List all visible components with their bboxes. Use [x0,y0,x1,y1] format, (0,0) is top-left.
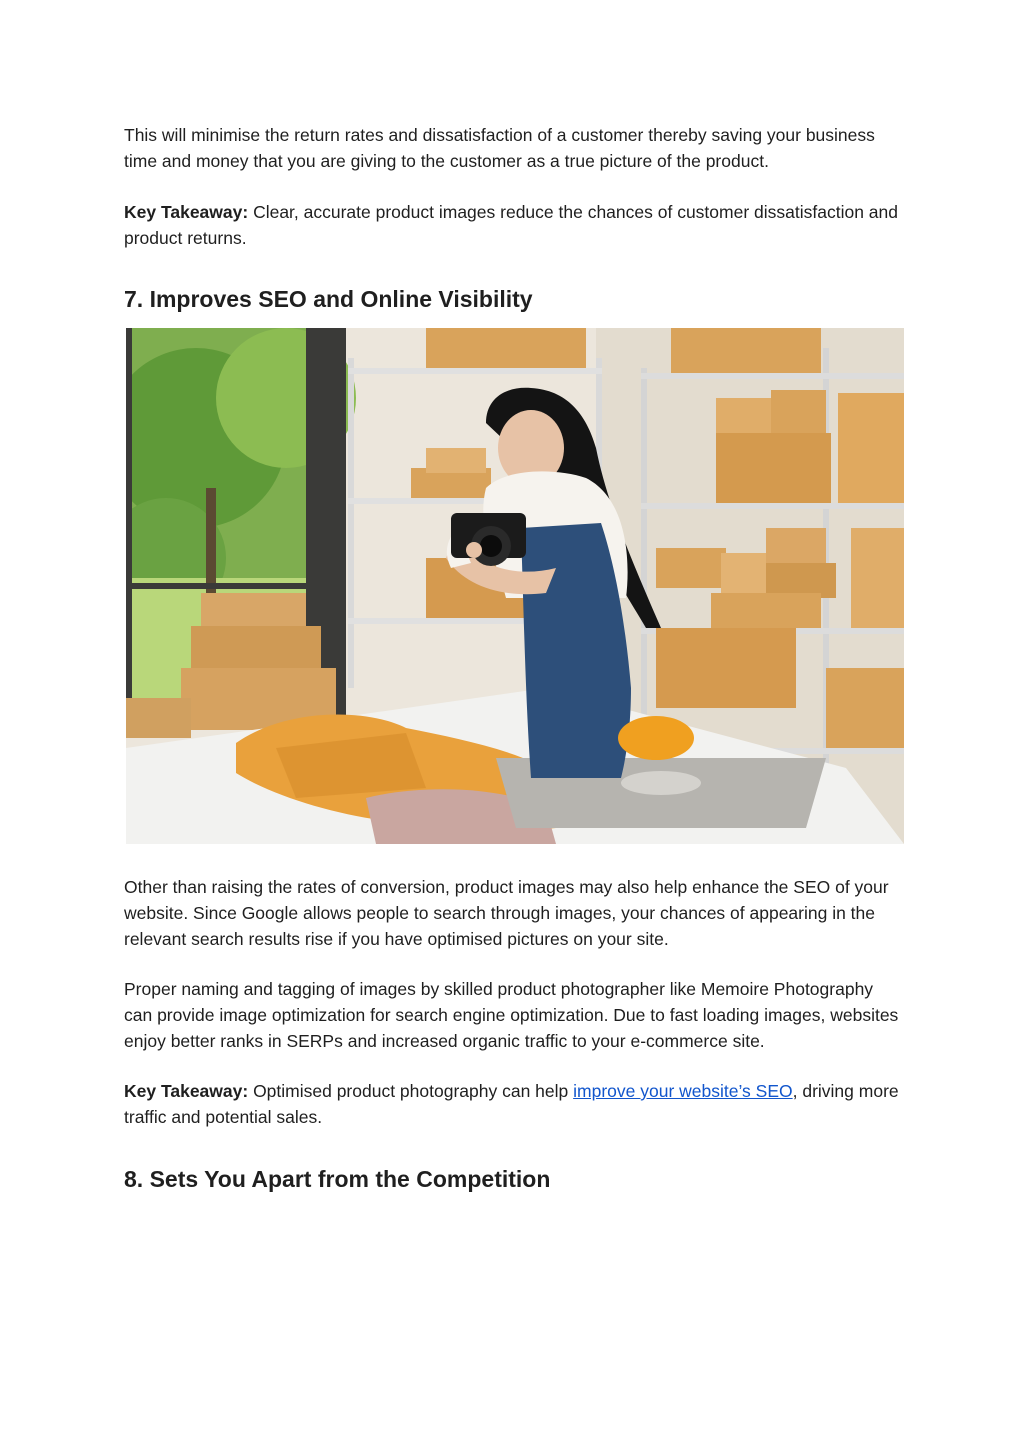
intro-paragraph: This will minimise the return rates and dissatisfaction of a customer thereby saving your business time and money that you are giving to the customer as a true picture of the product. [124,125,875,171]
key-takeaway-seo [124,1078,904,1130]
key-takeaway-text-before: Optimised product photography can help [248,1081,574,1101]
key-takeaway-returns [124,199,904,251]
key-takeaway-label: Key Takeaway: [124,1081,249,1101]
photographer-illustration [126,328,904,844]
document-page [124,122,904,1194]
key-takeaway-text-after: , driving more traffic and potential sales. [124,1081,899,1127]
section-7-heading: 7. Improves SEO and Online Visibility [124,286,533,312]
improve-seo-link[interactable]: improve your website’s SEO [573,1081,793,1101]
product-photography-photo [126,328,904,844]
section-8-heading: 8. Sets You Apart from the Competition [124,1166,551,1192]
seo-paragraph-1: Other than raising the rates of conversion, product images may also help enhance the SEO of your website. Since Google allows people to search through images, your chances of appearing in the relevant search results rise if you have optimised pictures on your site. [124,877,889,949]
key-takeaway-label: Key Takeaway: [124,202,249,222]
seo-paragraph-2: Proper naming and tagging of images by skilled product photographer like Memoire Photography can provide image optimization for search engine optimization. Due to fast loading images, websites enjoy better ranks in SERPs and increased organic traffic to your e-commerce site. [124,979,899,1051]
key-takeaway-text: Clear, accurate product images reduce the chances of customer dissatisfaction and product returns. [124,202,898,248]
